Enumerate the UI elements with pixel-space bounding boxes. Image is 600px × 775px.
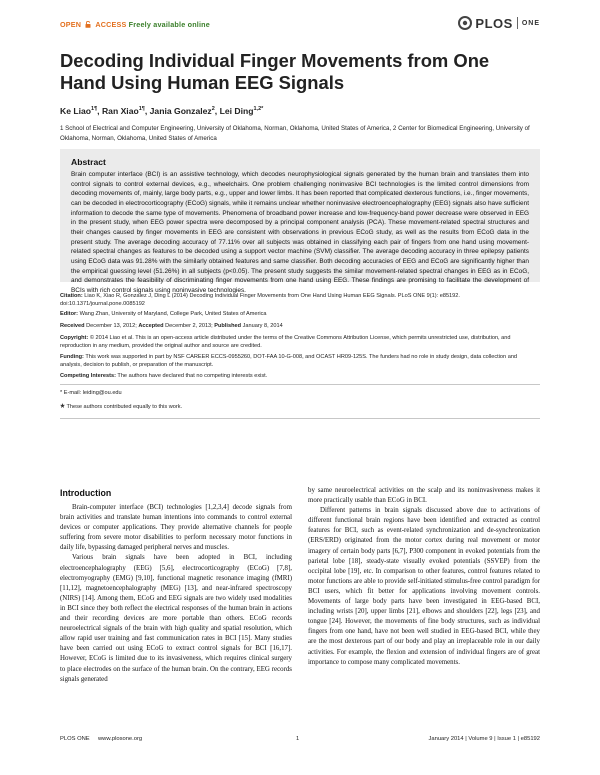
editor <box>60 310 540 318</box>
logo-one-text: ONE <box>521 19 540 27</box>
funding-label: Funding: <box>60 354 84 360</box>
equal-contribution-text: These authors contributed equally to this work. <box>66 404 183 410</box>
copyright <box>60 334 540 350</box>
journal-header <box>60 15 540 34</box>
open-lock-icon <box>85 21 91 28</box>
body-paragraph: by same neuroelectrical activities on the scalp and its noninvasiveness makes it more practically usable than ECoG in BCI. <box>308 487 540 505</box>
equal-contribution-note <box>60 403 182 410</box>
page-number: 1 <box>296 736 300 742</box>
author-name: Jania Gonzalez <box>149 106 212 116</box>
author-affiliation-mark: 1¶ <box>91 106 98 113</box>
pilcrow-marker-icon <box>60 403 65 408</box>
competing-label: Competing Interests: <box>60 373 116 379</box>
editor-label: Editor: <box>60 311 79 317</box>
accepted-date: December 2, 2013; <box>165 323 213 329</box>
accepted-label: Accepted <box>138 323 164 329</box>
open-access-suffix: Freely available online <box>128 20 210 29</box>
abstract-heading: Abstract <box>71 157 106 167</box>
metadata-divider <box>60 384 540 385</box>
logo-plos-text: PLOS <box>475 15 513 31</box>
abstract-box <box>60 149 540 294</box>
published-label: Published <box>214 323 242 329</box>
body-paragraph: Brain-computer interface (BCI) technologies [1,2,3,4] decode signals from brain activities and translate human intentions into commands to control external devices or computer applications. They provide alternative channels for people suffering from severe motor disabilities to perform necessary motor functions in daily life, bypassing damaged peripheral nerves and muscles. <box>60 504 292 552</box>
open-access-banner <box>60 20 210 29</box>
front-matter-divider <box>60 418 540 419</box>
page-footer <box>60 736 540 746</box>
body-column-left <box>60 503 292 685</box>
introduction-heading: Introduction <box>60 488 112 498</box>
editor-text: Wang Zhan, University of Maryland, College Park, United States of America <box>79 311 267 317</box>
footer-issue: January 2014 | Volume 9 | Issue 1 | e85192 <box>428 736 540 742</box>
author-list: Ke Liao$^{1\P}$, Ran Xiao$^{1\P}$, Jania Gonzalez$^2$, Lei Ding$^{1,2*}$ <box>60 106 264 116</box>
competing-interests <box>60 372 540 380</box>
corresponding-email: * E-mail: leiding@ou.edu <box>60 390 122 396</box>
body-paragraph: Different patterns in brain signals discussed above due to activations of different functional brain regions have been identified and extracted as control features for BCI, such as event-related synchronization and de-synchronization (ERS/ERD) originated from the motor cortex during real movement or motor imagery of certain body parts [6,7], P300 component in evoked potentials from the parietal lobe [18], steady-state visually evoked potentials (SSVEP) from the occipital lobe [19], etc. In comparison to other features, control features related to motor functions are able to provide self-initiated stimulus-free control paradigm for BCI users, which fit better for applications involving movement controls. Movements of large body parts have been investigated in EEG-based BCI, including wrists [20], upper limbs [21], elbows and shoulders [22], legs [23], and tongue [24]. However, the movements of fine body structures, such as individual fingers from one hand, have not been well studied in EEG-based BCI, while they are the most dexterous part of our body and play an irreplaceable role in our daily activities. For example, the flexion and extension of individual fingers are of great importance to compose many complicated movements. <box>308 507 540 666</box>
open-access-prefix: OPEN <box>60 20 82 29</box>
author-name: Lei Ding <box>219 106 254 116</box>
citation-text: Liao K, Xiao R, Gonzalez J, Ding L (2014) Decoding Individual Finger Movements from One Hand Using Human EEG Signals. PLoS ONE 9(1): e85192. doi:10.1371/journal.pone.0085192 <box>60 293 460 307</box>
received-date: December 13, 2012; <box>86 323 137 329</box>
plos-logo-icon <box>458 16 472 30</box>
citation-label: Citation: <box>60 293 83 299</box>
funding-text: This work was supported in part by NSF CAREER ECCS-0955260, DOT-FAA 10-G-008, and OCAST HR09-125S. The funders had no role in study design, data collection and analysis, decision to publish, or preparation of the manuscript. <box>60 354 518 368</box>
author-name: Ke Liao <box>60 106 92 116</box>
plos-one-logo <box>458 14 540 32</box>
author-affiliation-mark: 1,2* <box>253 106 264 113</box>
author-affiliation-mark: 2 <box>211 106 215 113</box>
dates <box>60 322 540 330</box>
copyright-text: © 2014 Liao et al. This is an open-access article distributed under the terms of the Creative Commons Attribution License, which permits unrestricted use, distribution, and reproduction in any medium, provided the original author and source are credited. <box>60 335 511 349</box>
funding <box>60 353 540 369</box>
competing-text: The authors have declared that no competing interests exist. <box>117 373 268 379</box>
copyright-label: Copyright: <box>60 335 89 341</box>
author-affiliation-mark: 1¶ <box>138 106 145 113</box>
body-column-right <box>308 486 540 668</box>
received-label: Received <box>60 323 85 329</box>
logo-divider <box>517 17 518 29</box>
footer-journal: PLOS ONE <box>60 736 90 742</box>
author-name: Ran Xiao <box>101 106 139 116</box>
abstract-text: Brain computer interface (BCI) is an assistive technology, which decodes neurophysiological signals generated by the human brain and translates them into control signals to control external devices, e.g., wheelchairs. One problem challenging noninvasive BCI technologies is the limited control dimensions from decoding movements of, mainly, large body parts, e.g., upper and lower limbs. It has been reported that complicated dexterous functions, i.e., finger movements, can be decoded in electrocorticography (ECoG) signals, while it remains unclear whether noninvasive electroencephalography (EEG) signals also have sufficient information to decode the same type of movements. Phenomena of broadband power increase and low-frequency-band power decrease were observed in EEG in the present study, when EEG power spectra were decomposed by a principal component analysis (PCA). These movement-related spectral structures and their changes caused by finger movements in EEG are consistent with observations in previous ECoG study, as well as the results from ECoG data in the present study. The average decoding accuracy of 77.11% over all subjects was obtained in classifying each pair of fingers from one hand using movement-related spectral changes as features to be decoded using a support vector machine (SVM) classifier. The average decoding accuracy in three epilepsy patients using ECoG data was 91.28% with the similarly obtained features and same classifier. Both decoding accuracies of EEG and ECoG are significantly higher than the empirical guessing level (51.26%) in all subjects (p<0.05). The present study suggests the similar movement-related spectral changes in EEG as in ECoG, and demonstrates the feasibility of discriminating finger movements from one hand using EEG. These findings are promising to facilitate the development of BCIs with rich control signals using noninvasive technologies. <box>71 171 529 294</box>
body-paragraph: Various brain signals have been adopted in BCI, including electroencephalography (EEG) [5,6], electrocorticography (ECoG) [7,8], electromyography (EMG) [9,10], functional magnetic resonance imaging (fMRI) [11,12], magnetoencephalography (MEG) [13], and near-infrared spectroscopy (NIRS) [14]. Among them, ECoG and EEG signals are two widely used modalities in BCI since they both reflect the electrical responses of the human brain in actions and their recording devices are more portable than others. ECoG records neuroelectrical signals of the brain with high quality and spatial resolution, which allow rapid user training and fast communication rates in BCI [15]. Many studies have been carried out using ECoG to extract control signals for BCI [16,17]. However, ECoG is limited due to its invasiveness, which requires clinical surgery to place electrodes on the surface of the human brain. On the contrary, EEG records signals generated <box>60 554 292 683</box>
published-date: January 8, 2014 <box>242 323 283 329</box>
article-title: Decoding Individual Finger Movements from One Hand Using Human EEG Signals <box>60 50 490 93</box>
footer-url[interactable]: www.plosone.org <box>98 736 143 742</box>
citation <box>60 292 540 308</box>
affiliations: 1 School of Electrical and Computer Engineering, University of Oklahoma, Norman, Oklahoma, United States of America, 2 Center for Biomedical Engineering, University of Oklahoma, Norman, Oklahoma, United States of America <box>60 125 530 142</box>
open-access-word: ACCESS <box>95 20 127 29</box>
